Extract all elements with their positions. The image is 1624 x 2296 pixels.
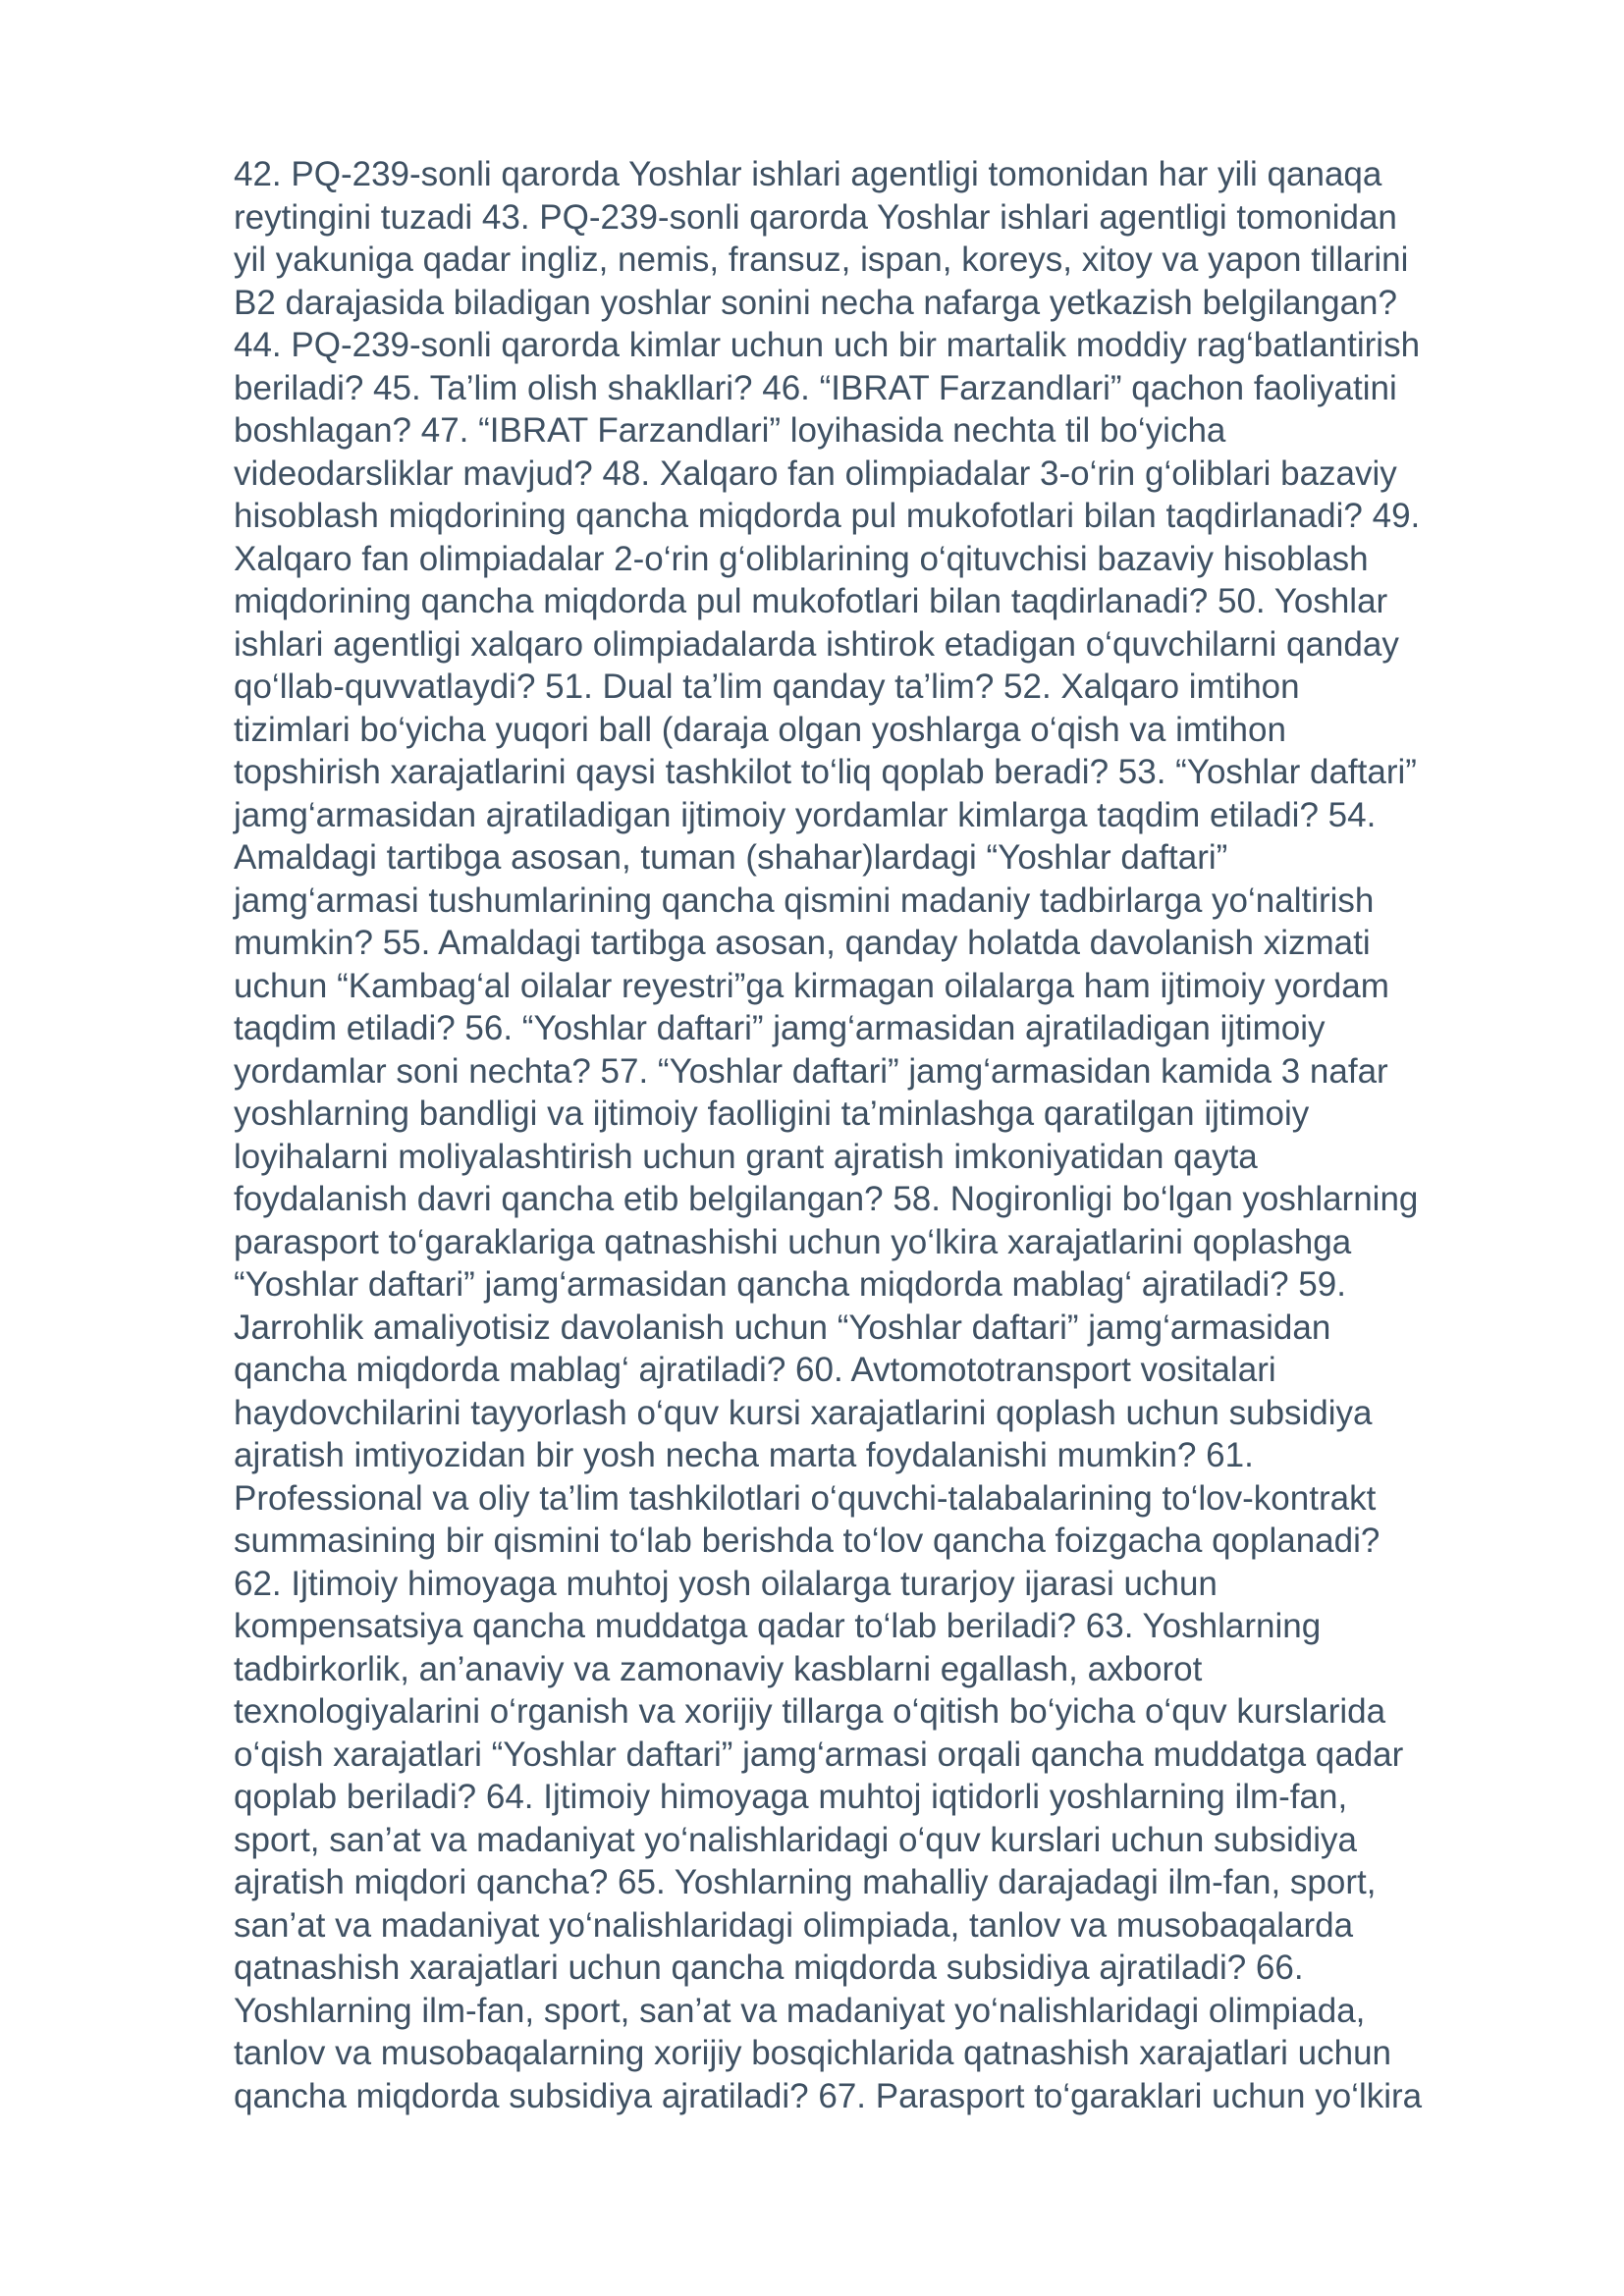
text-line: ishlari agentligi xalqaro olimpiadalarda ishtirok etadigan o‘quvchilarni qanday	[234, 624, 1399, 664]
text-line: uchun “Kambag‘al oilalar reyestri”ga kirmagan oilalarga ham ijtimoiy yordam	[234, 966, 1389, 1005]
text-line: tanlov va musobaqalarning xorijiy bosqichlarida qatnashish xarajatlari uchun	[234, 2034, 1392, 2072]
text-line: miqdorining qancha miqdorda pul mukofotlari bilan taqdirlanadi? 50. Yoshlar	[234, 582, 1388, 620]
text-line: ajratish miqdori qancha? 65. Yoshlarning mahalliy darajadagi ilm-fan, sport,	[234, 1863, 1377, 1901]
text-line: tadbirkorlik, an’anaviy va zamonaviy kasblarni egallash, axborot	[234, 1649, 1203, 1688]
text-line: qatnashish xarajatlari uchun qancha miqdorda subsidiya ajratiladi? 66.	[234, 1949, 1304, 1987]
text-line: videodarsliklar mavjud? 48. Xalqaro fan olimpiadalar 3-o‘rin g‘oliblari bazaviy	[234, 454, 1397, 493]
text-line: beriladi? 45. Ta’lim olish shakllari? 46. “IBRAT Farzandlari” qachon faoliyatini	[234, 368, 1397, 407]
text-line: Yoshlarning ilm-fan, sport, san’at va madaniyat yo‘nalishlaridagi olimpiada,	[234, 1991, 1366, 2030]
text-line: qancha miqdorda subsidiya ajratiladi? 67. Parasport to‘garaklari uchun yo‘lkira	[234, 2076, 1423, 2115]
text-line: san’at va madaniyat yo‘nalishlaridagi olimpiada, tanlov va musobaqalarda	[234, 1905, 1354, 1945]
text-line: parasport to‘garaklariga qatnashishi uchun yo‘lkira xarajatlarini qoplashga	[234, 1222, 1352, 1261]
text-line: yil yakuniga qadar ingliz, nemis, fransuz, ispan, koreys, xitoy va yapon tillarini	[234, 240, 1409, 279]
text-line: kompensatsiya qancha muddatga qadar to‘lab beriladi? 63. Yoshlarning	[234, 1607, 1322, 1645]
text-line: mumkin? 55. Amaldagi tartibga asosan, qanday holatda davolanish xizmati	[234, 924, 1371, 962]
text-line: topshirish xarajatlarini qaysi tashkilot to‘liq qoplab beradi? 53. “Yoshlar daftari”	[234, 753, 1417, 791]
text-line: summasining bir qismini to‘lab berishda to‘lov qancha foizgacha qoplanadi?	[234, 1522, 1380, 1560]
document-body-text	[234, 153, 1520, 2117]
text-line: 62. Ijtimoiy himoyaga muhtoj yosh oilalarga turarjoy ijarasi uchun	[234, 1564, 1218, 1603]
text-line: taqdim etiladi? 56. “Yoshlar daftari” jamg‘armasidan ajratiladigan ijtimoiy	[234, 1009, 1326, 1047]
text-line: qo‘llab-quvvatlaydi? 51. Dual ta’lim qanday ta’lim? 52. Xalqaro imtihon	[234, 667, 1300, 706]
text-line: jamg‘armasidan ajratiladigan ijtimoiy yordamlar kimlarga taqdim etiladi? 54.	[234, 795, 1377, 834]
text-line: jamg‘armasi tushumlarining qancha qismini madaniy tadbirlarga yo‘naltirish	[234, 881, 1375, 920]
text-line: Amaldagi tartibga asosan, tuman (shahar)lardagi “Yoshlar daftari”	[234, 838, 1228, 877]
text-line: yoshlarning bandligi va ijtimoiy faolligini ta’minlashga qaratilgan ijtimoiy	[234, 1095, 1310, 1133]
text-line: 42. PQ-239-sonli qarorda Yoshlar ishlari agentligi tomonidan har yili qanaqa	[234, 155, 1382, 193]
text-line: “Yoshlar daftari” jamg‘armasidan qancha miqdorda mablag‘ ajratiladi? 59.	[234, 1265, 1346, 1304]
text-line: qancha miqdorda mablag‘ ajratiladi? 60. Avtomototransport vositalari	[234, 1351, 1276, 1389]
text-line: loyihalarni moliyalashtirish uchun grant ajratish imkoniyatidan qayta	[234, 1137, 1258, 1176]
text-line: hisoblash miqdorining qancha miqdorda pul mukofotlari bilan taqdirlanadi? 49.	[234, 497, 1421, 535]
text-line: qoplab beriladi? 64. Ijtimoiy himoyaga muhtoj iqtidorli yoshlarning ilm-fan,	[234, 1778, 1348, 1816]
text-line: B2 darajasida biladigan yoshlar sonini necha nafarga yetkazish belgilangan?	[234, 283, 1397, 322]
text-line: o‘qish xarajatlari “Yoshlar daftari” jamg‘armasi orqali qancha muddatga qadar	[234, 1735, 1404, 1774]
text-line: Jarrohlik amaliyotisiz davolanish uchun “Yoshlar daftari” jamg‘armasidan	[234, 1308, 1331, 1347]
text-line: 44. PQ-239-sonli qarorda kimlar uchun uch bir martalik moddiy rag‘batlantirish	[234, 326, 1421, 364]
text-line: Professional va oliy ta’lim tashkilotlari o‘quvchi-talabalarining to‘lov-kontrakt	[234, 1478, 1377, 1518]
text-line: boshlagan? 47. “IBRAT Farzandlari” loyihasida nechta til bo‘yicha	[234, 411, 1226, 450]
text-line: Xalqaro fan olimpiadalar 2-o‘rin g‘oliblarining o‘qituvchisi bazaviy hisoblash	[234, 539, 1369, 578]
text-line: yordamlar soni nechta? 57. “Yoshlar daftari” jamg‘armasidan kamida 3 nafar	[234, 1051, 1388, 1091]
text-line: sport, san’at va madaniyat yo‘nalishlaridagi o‘quv kurslari uchun subsidiya	[234, 1820, 1357, 1859]
text-line: haydovchilarini tayyorlash o‘quv kursi xarajatlarini qoplash uchun subsidiya	[234, 1393, 1373, 1432]
text-line: foydalanish davri qancha etib belgilangan? 58. Nogironligi bo‘lgan yoshlarning	[234, 1180, 1419, 1218]
text-line: tizimlari bo‘yicha yuqori ball (daraja olgan yoshlarga o‘qish va imtihon	[234, 710, 1286, 749]
text-line: reytingini tuzadi 43. PQ-239-sonli qarorda Yoshlar ishlari agentligi tomonidan	[234, 197, 1397, 237]
text-line: ajratish imtiyozidan bir yosh necha marta foydalanishi mumkin? 61.	[234, 1436, 1254, 1474]
text-line: texnologiyalarini o‘rganish va xorijiy tillarga o‘qitish bo‘yicha o‘quv kurslarida	[234, 1692, 1386, 1731]
